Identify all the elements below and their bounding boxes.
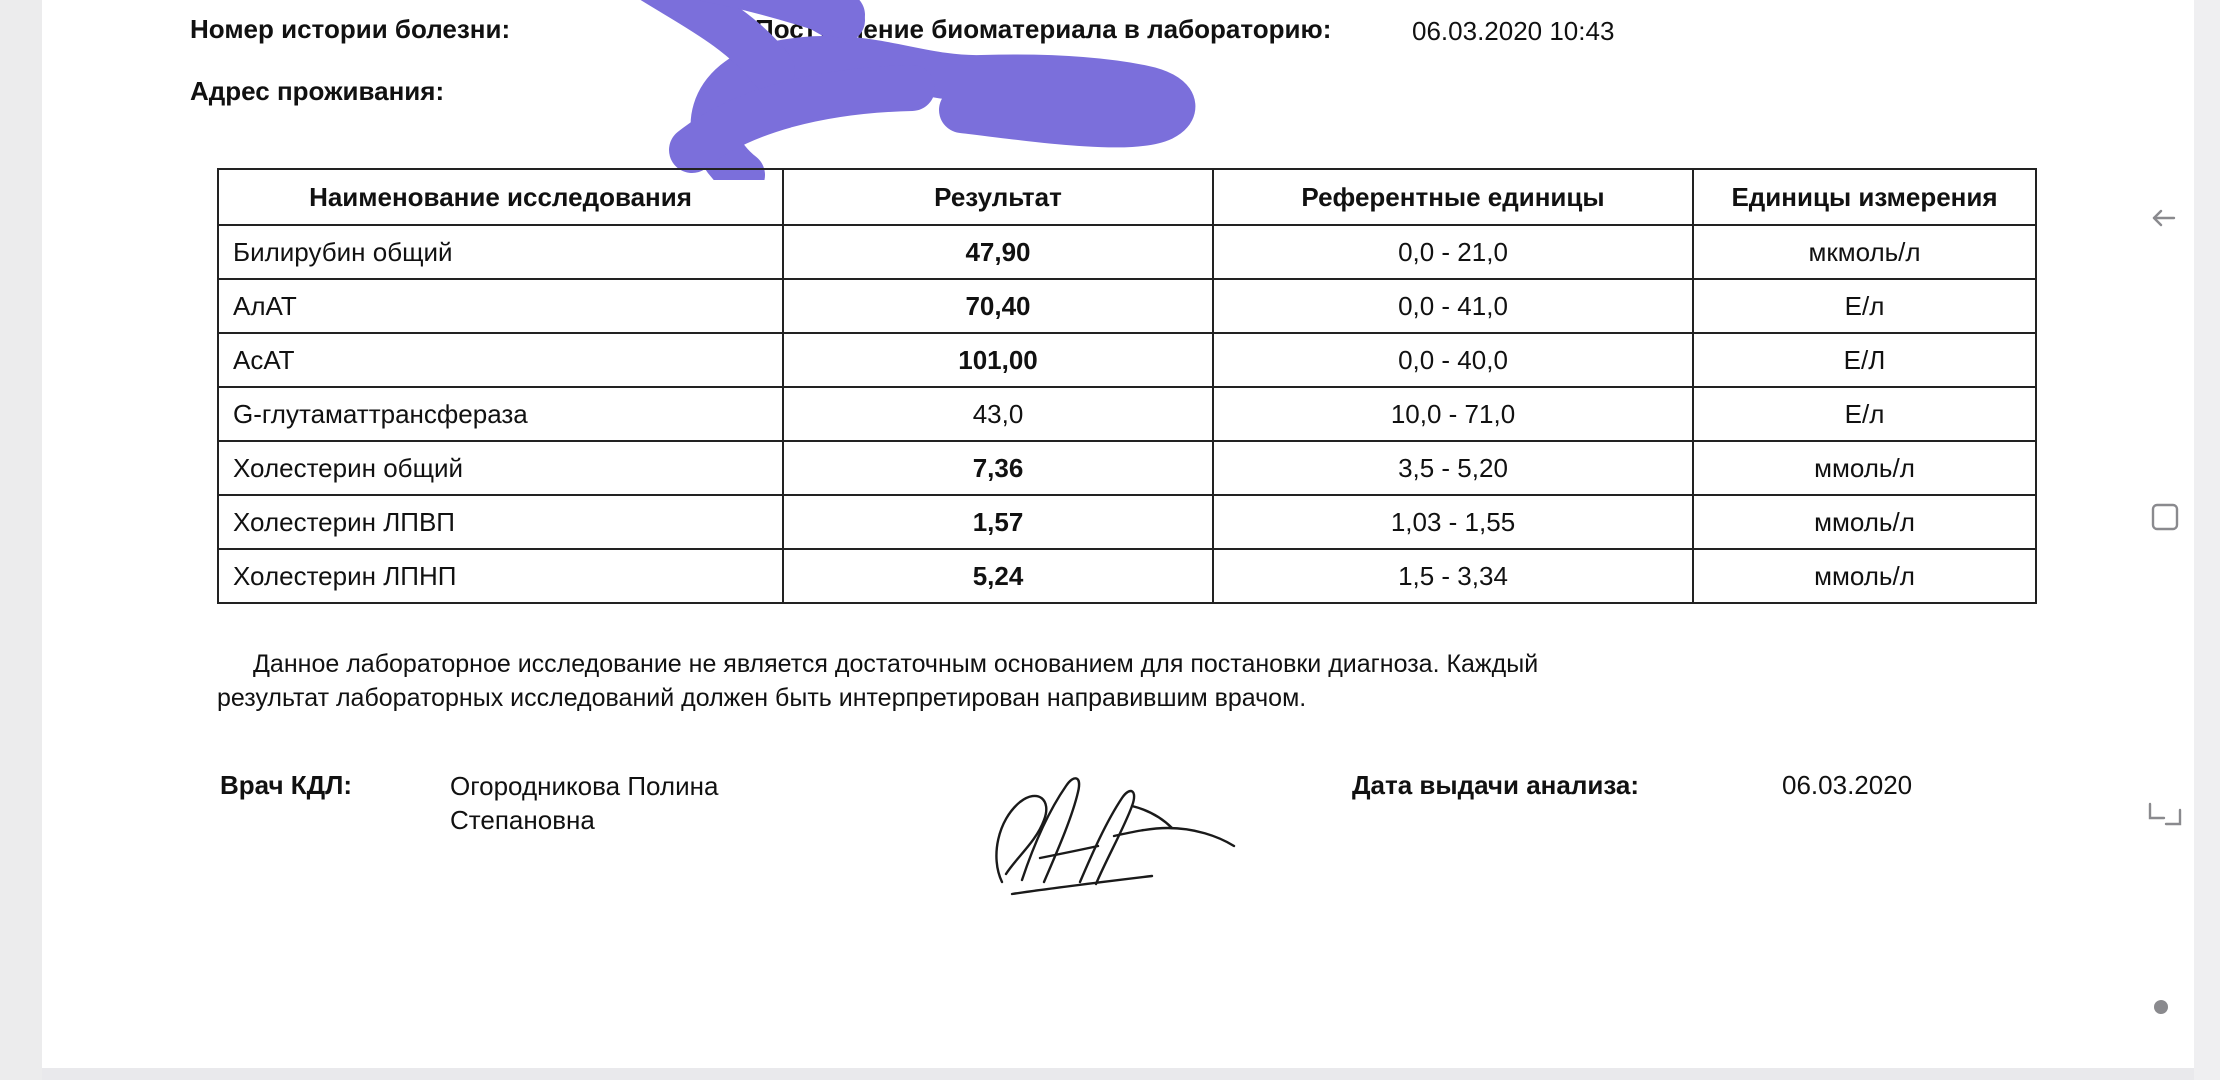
row-unit: Е/л xyxy=(1693,279,2036,333)
disclaimer-line-2: результат лабораторных исследований должен быть интерпретирован направившим врачом. xyxy=(217,683,1307,712)
row-result: 43,0 xyxy=(783,387,1213,441)
received-value: 06.03.2020 10:43 xyxy=(1412,16,1615,46)
back-arrow-icon[interactable] xyxy=(2146,200,2182,241)
table-row xyxy=(218,549,2036,603)
table-row xyxy=(218,387,2036,441)
disclaimer xyxy=(217,648,1897,716)
table-row xyxy=(218,333,2036,387)
row-result: 101,00 xyxy=(783,333,1213,387)
results-table-wrap xyxy=(217,168,2035,604)
row-unit: мкмоль/л xyxy=(1693,225,2036,279)
recent-apps-icon[interactable] xyxy=(2146,800,2182,833)
col-header-unit: Единицы измерения xyxy=(1693,169,2036,225)
row-name: АсАТ xyxy=(218,333,783,387)
row-result: 5,24 xyxy=(783,549,1213,603)
row-name: Билирубин общий xyxy=(218,225,783,279)
row-reference: 10,0 - 71,0 xyxy=(1213,387,1693,441)
row-name: Холестерин ЛПВП xyxy=(218,495,783,549)
row-reference: 1,5 - 3,34 xyxy=(1213,549,1693,603)
issue-date-label: Дата выдачи анализа: xyxy=(1352,770,1640,800)
left-gutter xyxy=(0,0,42,1080)
row-result: 1,57 xyxy=(783,495,1213,549)
navigation-rail xyxy=(2100,0,2220,1080)
row-unit: ммоль/л xyxy=(1693,441,2036,495)
received-label: Поступление биоматериала в лабораторию: xyxy=(755,14,1332,44)
col-header-reference: Референтные единицы xyxy=(1213,169,1693,225)
row-name: Холестерин ЛПНП xyxy=(218,549,783,603)
row-unit: ммоль/л xyxy=(1693,495,2036,549)
row-reference: 3,5 - 5,20 xyxy=(1213,441,1693,495)
row-reference: 0,0 - 21,0 xyxy=(1213,225,1693,279)
row-result: 47,90 xyxy=(783,225,1213,279)
doctor-label: Врач КДЛ: xyxy=(220,770,353,800)
row-name: Холестерин общий xyxy=(218,441,783,495)
table-row xyxy=(218,495,2036,549)
signature xyxy=(982,762,1252,912)
table-header-row xyxy=(218,169,2036,225)
table-row xyxy=(218,441,2036,495)
row-reference: 0,0 - 41,0 xyxy=(1213,279,1693,333)
row-unit: Е/л xyxy=(1693,387,2036,441)
row-reference: 0,0 - 40,0 xyxy=(1213,333,1693,387)
col-header-name: Наименование исследования xyxy=(218,169,783,225)
document-page xyxy=(42,0,2194,1080)
table-row xyxy=(218,279,2036,333)
col-header-result: Результат xyxy=(783,169,1213,225)
case-number-label: Номер истории болезни: xyxy=(190,14,511,44)
row-reference: 1,03 - 1,55 xyxy=(1213,495,1693,549)
row-unit: ммоль/л xyxy=(1693,549,2036,603)
row-name: G-глутаматтрансфераза xyxy=(218,387,783,441)
disclaimer-line-1: Данное лабораторное исследование не является достаточным основанием для постановки диагноза. Каждый xyxy=(253,650,1539,678)
table-row xyxy=(218,225,2036,279)
row-name: АлАТ xyxy=(218,279,783,333)
dot-indicator-icon xyxy=(2154,1000,2168,1014)
row-unit: Е/Л xyxy=(1693,333,2036,387)
issue-date-value: 06.03.2020 xyxy=(1782,770,1913,800)
page-bottom-edge xyxy=(42,1068,2194,1080)
results-table xyxy=(217,168,2037,604)
row-result: 70,40 xyxy=(783,279,1213,333)
address-label: Адрес проживания: xyxy=(190,76,445,106)
row-result: 7,36 xyxy=(783,441,1213,495)
square-icon[interactable] xyxy=(2148,500,2182,539)
doctor-name: Огородникова Полина Степановна xyxy=(450,771,719,835)
